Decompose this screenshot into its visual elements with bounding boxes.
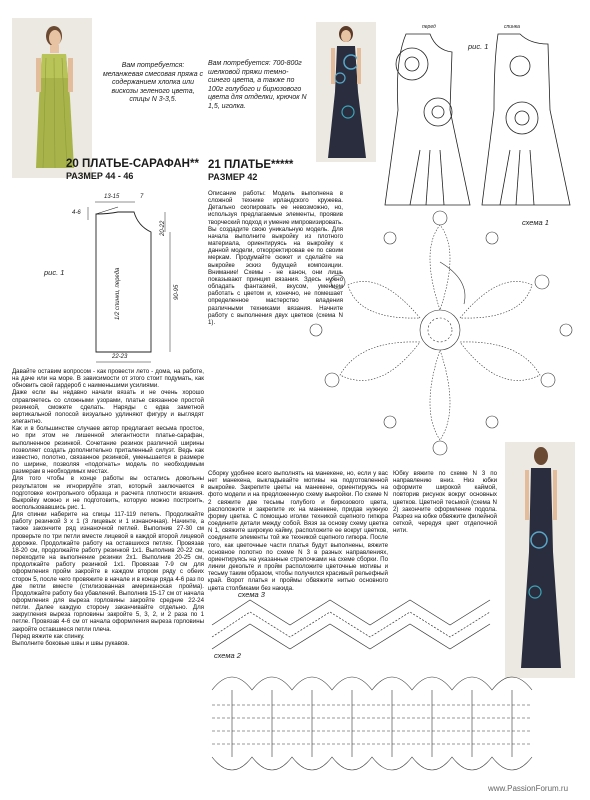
dim-panel: 1/2 спинки, переда <box>115 267 121 320</box>
dim-width: 22-23 <box>112 354 128 360</box>
text-20-p2: Даже если вы недавно начали вязать и не очень хорошо справляетесь со сложными узорами, платье связанное простой резинкой, сможете сделать. Наряды с едва заметной вертикальной полосой визуально удлиняют фигуру и выглядят элегантно. <box>12 389 204 426</box>
fig-label-20: рис. 1 <box>44 268 65 277</box>
size-21: РАЗМЕР 42 <box>208 172 258 182</box>
label-back: спинка <box>504 24 520 30</box>
scheme-2-label: схема 2 <box>214 651 241 660</box>
scheme-1-label: схема 1 <box>522 218 549 227</box>
watermark: www.PassionForum.ru <box>488 784 569 793</box>
dim-shoulder: 13-15 <box>104 194 120 200</box>
text-21-p2: Сборку удобнее всего выполнять на манекене, но, если у вас нет манекена, выкладывайте мотивы на подготовленной выкройке. Закрепите цветы на манекене, ориентируясь на фото модели и на предложенную схему выкройки. По схеме N 2 свяжите две тесьмы голубого и бирюзового цвета, расположите и закрепите их на манекене, придав нужную форму цветка. С помощью иголки техникой сцепного гипюра соедините детали между собой. Вязя за основу схему цветка N 1, свяжите широкую кайму, расположите ее вокруг цветков, соедините элементы той же техникой сцепного гипюра. После того, как цветочные части платья будут выполнены, вяжите основное полотно по схеме N 3 в разных направлениях, ориентируясь на указанные стрелочками на схеме сборки. По линии декольте и пройм расположите цветочные мотивы и тесьму таким образом, чтобы получился красивый рельефный край. Ворот платья и проймы обвяжите нитью основного цвета столбиками без накида. <box>208 470 388 592</box>
materials-20: Вам потребуется: меланжевая смесовая пряжа с содержанием хлопка или вискозы зеленого цвета, спицы N 3-3,5. <box>102 62 204 103</box>
materials-21: Вам потребуется: 700-800г шелковой пряжи темно-синего цвета, а также по 100г голубого и бирюзового цвета для отделки, крючок N 1,5, иголка. <box>208 60 307 110</box>
text-21-p1: Описание работы: Модель выполнена в сложной технике ирландского кружева. Детально скопировать ее невозможно, но, используя предлагаемые элементы, проявив творческий подход и умение импровизировать. Вы создадите свою уникальную модель. Для начала выполните выкройку из плотного материала, ориентируясь на выкройку к данной модели, откорректировав ее по своим меркам. Продумайте сюжет и сделайте на выкройке эскиз будущей композиции. Внимание! Схемы - не канон, они лишь показывают принцип вязания. Здесь нужно обладать фантазией, вкусом, умением работать с цветом и, конечно, не помешает определенное мастерство владения различными техниками вязания. Начните работу с выполнения двух цветков (схема N 1). <box>208 190 343 326</box>
text-20-p4: Для того чтобы в конце работы вы остались довольны результатом не игнорируйте этап, который заключается в подготовке контрольного образца и расчета плотности вязания. Выкройку можно и не подготовить, которую можно построить, воспользовавшись рис. 1. <box>12 475 204 511</box>
dim-armhole: 20-22 <box>160 220 166 236</box>
dim-neck-depth: 4-6 <box>72 210 81 216</box>
text-20-p7: Выполните боковые швы и швы рукавов. <box>12 639 130 647</box>
text-20-p3: Как и в большинстве случаев автор предлагает весьма простое, но при этом не лишенной элегантности платье-сарафан, выполненное резинкой. Сочетание резинок различной ширины позволяет создать дополнительно приталенный силуэт. Ведь как известно, полотно, связанное резинкой, уменьшается в размере по ширине, позволяя «подогнать» модель по необходимым размерам в необходимых местах. <box>12 425 204 476</box>
text-21-p3: Юбку вяжите по схеме N 3 по направлению вниз. Низ юбки оформите широкой каймой, повторив рисунок вокруг основных цветков. Цветной тесьмой (схема N 2) закончите оформление подола. Разрез на юбке обвяжите филейной сеткой, чередуя цвет отделочной нити. <box>393 470 497 535</box>
dim-length: 90-95 <box>174 284 180 300</box>
title-20: 20 ПЛАТЬЕ-САРАФАН** <box>66 158 199 170</box>
title-21: 21 ПЛАТЬЕ***** <box>208 159 294 171</box>
label-front: перед <box>422 24 436 30</box>
size-20: РАЗМЕР 44 - 46 <box>66 171 134 181</box>
fig-label-21: рис. 1 <box>468 42 489 51</box>
dim-neck: 7 <box>140 194 144 200</box>
scheme-3-label: схема 3 <box>238 590 265 599</box>
text-20-p6: Перед вяжите как спинку. <box>12 632 85 640</box>
text-20-p1: Давайте оставим вопросом - как провести лето - дома, на работе, на даче или на море. В зависимости от этого стоит подумать, как обновить свой гардероб с наименьшими усилиями. <box>12 368 204 390</box>
text-20-p5: Для спинки наберите на спицы 117-119 петель. Продолжайте работу резинкой 3 х 1 (3 лицевых и 1 изнаночная). Начинте, а также закончите ряд изнаночной петлей. Выполнив 27-30 см проверьте по три петли вместе лицевой в каждой второй лицевой дорожке. Продолжайте работу на оставшихся петлях. Провязав 18-20 см, продолжайте работу резинкой 1х1. Выполнив 20-22 см, переходите на выполнение резинки 2х1. Выполнив 20-25 см, продолжайте работу резинкой 1х1. Провязав 7-9 см для оформления пройм закройте в каждом втором ряду с обеих сторон 5, после чего провяжите в начале и в конце ряда 4-6 раз по две петли вместе (стилизованная американская пройма). Продолжайте работу без убавлений. Выполнив 15-17 см от начала оформления для выреза горловины закройте средние 22-24 петли. Далее каждую сторону заканчивайте отдельно. Для закругления выреза горловины закройте 5, 3, 2, и 2 раза по 1 петле. Провязав 4-6 см от начала оформления выреза горловины закройте оставшиеся петли плеча. <box>12 511 204 633</box>
